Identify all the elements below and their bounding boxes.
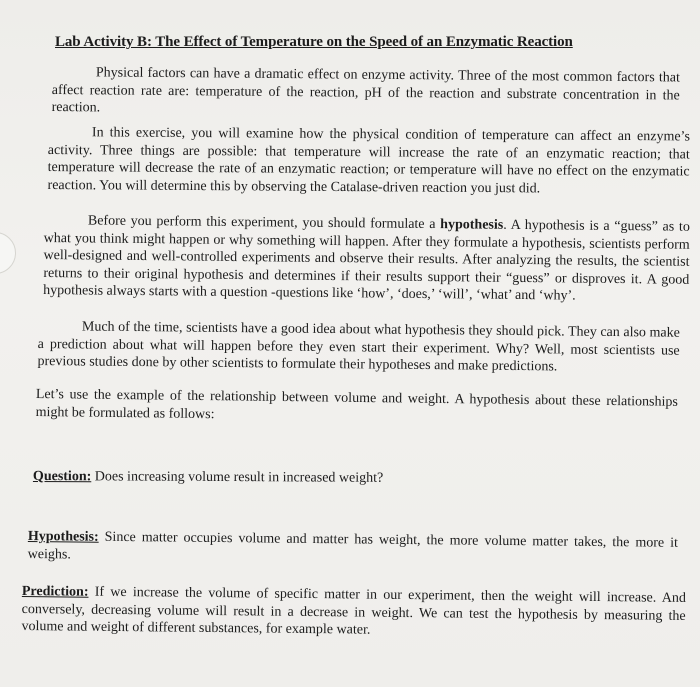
question-line — [33, 468, 673, 489]
hypothesis-label: Hypothesis: — [27, 528, 99, 545]
paragraph-text: Before you perform this experiment, you should formulate a — [87, 213, 436, 233]
hole-punch — [0, 232, 16, 274]
prediction-line — [21, 583, 686, 643]
paragraph-hypothesis-intro — [43, 212, 690, 307]
paragraph-text: Physical factors can have a dramatic effect on enzyme activity. Three of the most common factors that affect reaction rate are: temperature of the reaction, pH of the reaction and substrate concentration in the reaction. — [51, 65, 680, 116]
prediction-text: If we increase the volume of specific matter in our experiment, then the weight will increase. And conversely, decreasing volume will result in a decrease in weight. We can test the hypothesis by measuring the volume and weight of different substances, for example water. — [21, 584, 686, 638]
hypothesis-text: Since matter occupies volume and matter has weight, the more volume matter takes, the more it weighs. — [27, 529, 678, 563]
paragraph-text: . A hypothesis is a “guess” as to what you think might happen or why something will happen. After they formulate a hypothesis, scientists perform well-designed and well-controlled experiments and observe their results. After analyzing the results, the scientist returns to their original hypothesis and determines if their results support their “guess” or disproves it. A good hypothesis always starts with a question -questions like ‘how’, ‘does,’ ‘will’, ‘what’ and ‘why’. — [43, 217, 690, 304]
prediction-label: Prediction: — [21, 583, 89, 600]
paragraph-text: In this exercise, you will examine how the physical condition of temperature can affect an enzyme’s activity. Three things are possible: that temperature will increase the rate of an enzymatic reaction; that temperature will decrease the rate of an enzymatic reaction; or temperature will have no effect on the enzymatic reaction. You will determine this by observing the Catalase-driven reaction you just did. — [47, 125, 690, 197]
paragraph-exercise — [48, 124, 690, 199]
question-text: Does increasing volume result in increased weight? — [94, 469, 384, 486]
page-title: Lab Activity B: The Effect of Temperature on the Speed of an Enzymatic Reaction — [55, 34, 573, 50]
paragraph-volume-weight — [36, 386, 678, 429]
paragraph-predictions — [37, 318, 680, 378]
hypothesis-term: hypothesis — [440, 217, 504, 233]
paragraph-text: Much of the time, scientists have a good idea about what hypothesis they should pick. They can also make a prediction about what will happen before they even start their experiment. Why? Well, most scientists use previous studies done by other scientists to formulate their hypotheses and make predictions. — [37, 319, 680, 375]
paragraph-physical-factors — [52, 64, 680, 122]
paragraph-text: Let’s use the example of the relationship between volume and weight. A hypothesis about these relationships might be formulated as follows: — [35, 386, 678, 422]
hypothesis-line — [28, 528, 678, 570]
question-label: Question: — [32, 469, 92, 485]
